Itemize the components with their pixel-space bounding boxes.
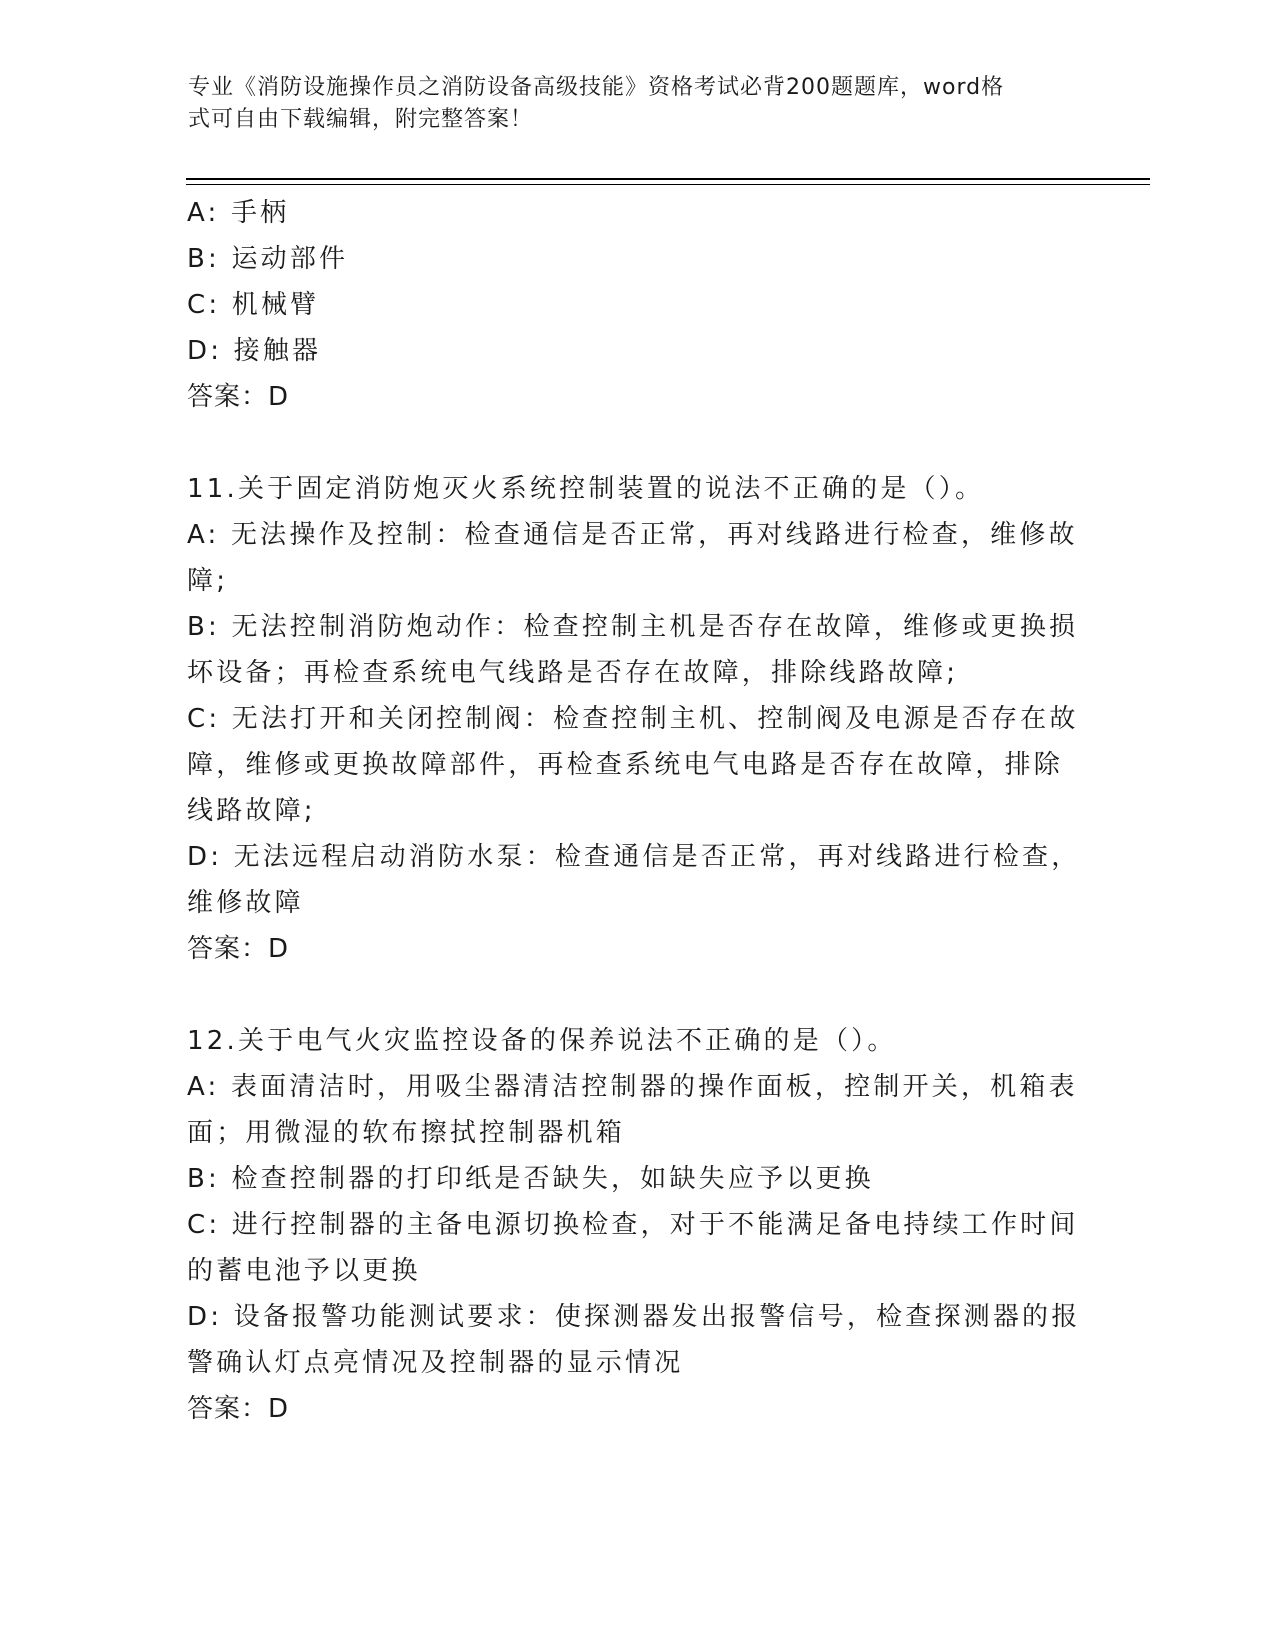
question-stem: 11.关于固定消防炮灭火系统控制装置的说法不正确的是（）。 <box>187 474 985 504</box>
question-content <box>187 190 1087 1432</box>
question-11 <box>187 466 1087 972</box>
answer-line: 答案：D <box>187 382 290 412</box>
option-d-line-2: 警确认灯点亮情况及控制器的显示情况 <box>187 1348 684 1378</box>
question-stem: 12.关于电气火灾监控设备的保养说法不正确的是（）。 <box>187 1026 897 1056</box>
option-a-line-1: A: 无法操作及控制：检查通信是否正常，再对线路进行检查，维修故 <box>187 520 1078 550</box>
option-c: C: 机械臂 <box>187 290 320 320</box>
option-c-line-1: C: 进行控制器的主备电源切换检查，对于不能满足备电持续工作时间 <box>187 1210 1079 1240</box>
question-12 <box>187 1018 1087 1432</box>
option-a-line-2: 面；用微湿的软布擦拭控制器机箱 <box>187 1118 626 1148</box>
spacer <box>187 420 1087 466</box>
option-d: D: 接触器 <box>187 336 322 366</box>
header-line-1: 专业《消防设施操作员之消防设备高级技能》资格考试必背200题题库，word格 <box>188 75 1005 100</box>
option-a: A: 手柄 <box>187 198 290 228</box>
document-header <box>188 72 1068 136</box>
option-d-line-1: D: 设备报警功能测试要求：使探测器发出报警信号，检查探测器的报 <box>187 1302 1081 1332</box>
option-c-line-3: 线路故障; <box>187 796 316 826</box>
option-c-line-1: C: 无法打开和关闭控制阀：检查控制主机、控制阀及电源是否存在故 <box>187 704 1079 734</box>
option-b-line-2: 坏设备；再检查系统电气线路是否存在故障，排除线路故障; <box>187 658 959 688</box>
header-divider-thick <box>186 178 1150 180</box>
option-d-line-1: D: 无法远程启动消防水泵：检查通信是否正常，再对线路进行检查， <box>187 842 1081 872</box>
option-c-line-2: 的蓄电池予以更换 <box>187 1256 421 1286</box>
option-b: B: 运动部件 <box>187 244 349 274</box>
option-b-line-1: B: 无法控制消防炮动作：检查控制主机是否存在故障，维修或更换损 <box>187 612 1079 642</box>
answer-line: 答案：D <box>187 934 290 964</box>
option-a-line-1: A: 表面清洁时，用吸尘器清洁控制器的操作面板，控制开关，机箱表 <box>187 1072 1078 1102</box>
option-d-line-2: 维修故障 <box>187 888 304 918</box>
answer-line: 答案：D <box>187 1394 290 1424</box>
option-c-line-2: 障，维修或更换故障部件，再检查系统电气电路是否存在故障，排除 <box>187 750 1064 780</box>
question-10-options <box>187 190 1087 420</box>
option-b-line-1: B: 检查控制器的打印纸是否缺失，如缺失应予以更换 <box>187 1164 874 1194</box>
spacer <box>187 972 1087 1018</box>
option-a-line-2: 障; <box>187 566 229 596</box>
header-divider-thin <box>186 184 1150 185</box>
header-line-2: 式可自由下载编辑，附完整答案！ <box>188 107 534 132</box>
